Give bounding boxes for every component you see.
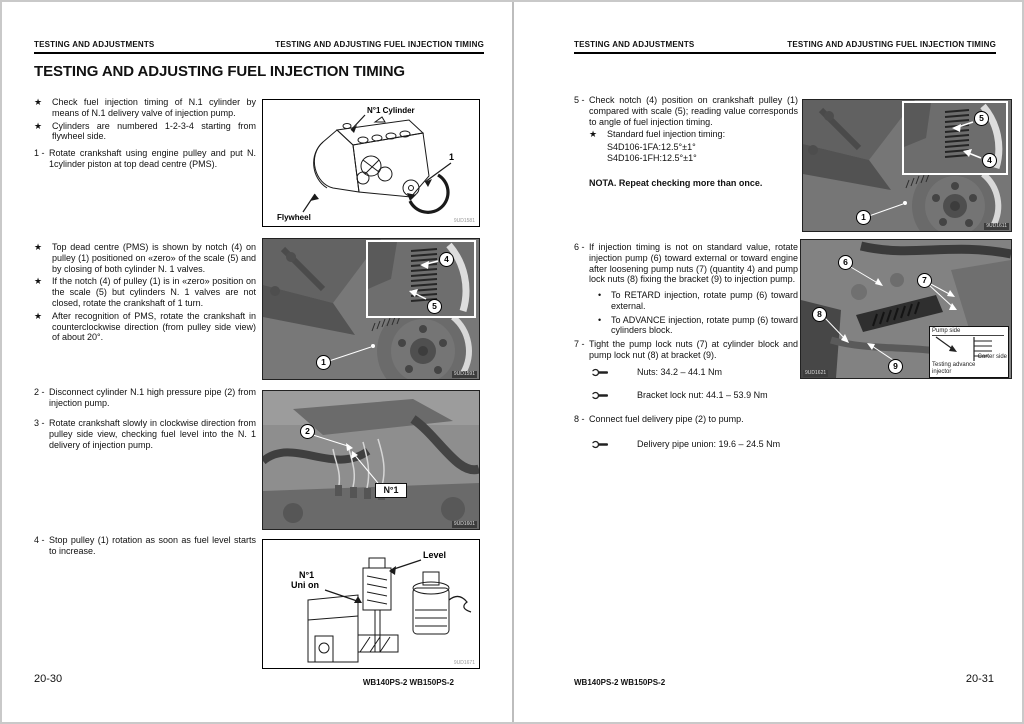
page-number: 20-31 — [965, 673, 994, 685]
torque-row-3 — [574, 439, 798, 450]
star-bullet: ★ — [34, 97, 43, 107]
label-flywheel: Flywheel — [277, 213, 311, 222]
callout-5: 5 — [427, 299, 442, 314]
step-number: 7 - — [574, 339, 585, 349]
step-6 — [574, 242, 798, 285]
star-bullet: ★ — [34, 242, 43, 252]
callout-1-label: 1 — [449, 152, 455, 162]
note-text: Top dead centre (PMS) is shown by notch (4) on pulley (1) positioned on «zero» of the scale (5) and by closing of both cylinder N. 1 valves. — [52, 242, 256, 274]
step-8 — [574, 414, 798, 425]
step-text: Connect fuel delivery pipe (2) to pump. — [589, 414, 744, 424]
inset-diagram — [929, 326, 1009, 378]
label-level: Level — [423, 550, 447, 560]
callout-2: 2 — [300, 424, 315, 439]
carter-side-label: Carter side — [977, 354, 1007, 360]
callout-7: 7 — [917, 273, 932, 288]
model-code: WB140PS-2 WB150PS-2 — [574, 678, 666, 687]
nota-note — [574, 178, 798, 189]
figure-flywheel-photo — [802, 99, 1012, 232]
page-number: 20-30 — [34, 673, 63, 685]
figure-code: 9UD1581 — [453, 218, 475, 224]
step-text: Check notch (4) position on crankshaft pulley (1) compared with scale (5); reading value corresponds to angle of fuel injection timing. — [589, 95, 798, 127]
step-text: If injection timing is not on standard value, rotate injection pump (6) toward external or toward engine after loosening pump nuts (7) (quantity 4) and pump lock nuts (8) fixing the bracket (9) to injection pump. — [589, 242, 798, 285]
dot-bullet: • — [598, 290, 602, 300]
header-rule — [574, 52, 996, 54]
note-item — [589, 129, 798, 140]
note-text: If the notch (4) of pulley (1) is in «zero» position on the scale (5) but cylinders N. 1 valves are not closed, rotate the crankshaft of 1 turn. — [52, 276, 256, 308]
step-number: 8 - — [574, 414, 585, 424]
page-right — [514, 2, 1024, 724]
step-text: Stop pulley (1) rotation as soon as fuel level starts to increase. — [49, 535, 256, 556]
callout-6: 6 — [838, 255, 853, 270]
callout-5: 5 — [974, 111, 989, 126]
testing-line-1: Testing advance — [932, 362, 976, 368]
callout-1: 1 — [316, 355, 331, 370]
header-section: TESTING AND ADJUSTMENTS — [574, 40, 695, 49]
figure-code: 9UD1671 — [453, 660, 475, 666]
step-text: Rotate crankshaft slowly in clockwise direction from pulley side view, checking fuel level into the N. 1 delivery of injection pump. — [49, 418, 256, 450]
star-bullet: ★ — [34, 276, 43, 287]
bullet-item — [598, 315, 798, 337]
step-number: 1 - — [34, 148, 45, 158]
step-5-note — [574, 129, 798, 163]
note-item — [34, 242, 256, 274]
page-divider — [512, 2, 514, 724]
nota-text: NOTA. Repeat checking more than once. — [589, 178, 763, 188]
page-header — [34, 40, 484, 49]
torque-wrench-icon — [591, 368, 609, 377]
torque-row-1 — [574, 367, 798, 378]
step-1 — [34, 148, 256, 170]
note-text: Standard fuel injection timing: — [607, 129, 726, 139]
note-item — [34, 121, 256, 143]
step-2 — [34, 387, 256, 409]
label-union-line2: Uni on — [291, 580, 319, 590]
torque-value: Nuts: 34.2 – 44.1 Nm — [637, 367, 723, 377]
model-code: WB140PS-2 WB150PS-2 — [362, 678, 454, 687]
torque-wrench-icon — [591, 391, 609, 400]
step-5 — [574, 95, 798, 127]
step-number: 6 - — [574, 242, 585, 252]
figure-code: 9UD1611 — [986, 223, 1007, 229]
timing-spec-1: S4D106-1FA:12.5°±1° — [607, 141, 696, 152]
note-item — [34, 97, 256, 119]
step-number: 4 - — [34, 535, 45, 545]
bullet-item — [598, 290, 798, 312]
bullet-text: To RETARD injection, rotate pump (6) toward external. — [611, 290, 798, 311]
star-bullet: ★ — [589, 129, 598, 139]
notes-mid — [34, 242, 256, 345]
testing-advance-label — [932, 362, 975, 376]
callout-4: 4 — [982, 153, 997, 168]
figure-flywheel-photo — [262, 238, 480, 380]
step-4 — [34, 535, 256, 557]
step-number: 5 - — [574, 95, 585, 105]
pump-side-label: Pump side — [932, 328, 1004, 336]
pipes-photo-art — [263, 391, 479, 529]
figure-engine-drawing — [262, 99, 480, 227]
note-text: Check fuel injection timing of N.1 cylinder by means of N.1 delivery valve of injection pump. — [52, 97, 256, 118]
figure-pipes-photo — [262, 390, 480, 530]
step-text: Rotate crankshaft using engine pulley and put N. 1cylinder piston at top dead centre (PMS). — [49, 148, 256, 169]
header-topic: TESTING AND ADJUSTING FUEL INJECTION TIMING — [787, 40, 996, 49]
page-left — [2, 2, 514, 724]
figure-code: 9UD1601 — [453, 521, 475, 527]
step-number: 2 - — [34, 387, 45, 397]
torque-value: Delivery pipe union: 19.6 – 24.5 Nm — [637, 439, 781, 449]
step-6-bullets — [574, 290, 798, 339]
torque-row-2 — [574, 390, 798, 401]
torque-value: Bracket lock nut: 44.1 – 53.9 Nm — [637, 390, 768, 400]
star-bullet: ★ — [34, 120, 43, 131]
header-rule — [34, 52, 484, 54]
note-item — [34, 276, 256, 308]
label-n1: N°1 — [375, 483, 407, 498]
label-n1-cylinder: N°1 Cylinder — [367, 106, 415, 115]
figure-code: 9UD1621 — [805, 370, 827, 376]
step-text: Disconnect cylinder N.1 high pressure pipe (2) from injection pump. — [49, 387, 256, 408]
header-section: TESTING AND ADJUSTMENTS — [34, 40, 155, 49]
step-3 — [34, 418, 256, 450]
step-text: Tight the pump lock nuts (7) at cylinder block and pump lock nut (8) at bracket (9). — [589, 339, 798, 360]
valve-line-art — [263, 540, 479, 668]
callout-4: 4 — [439, 252, 454, 267]
timing-spec-2: S4D106-1FH:12.5°±1° — [607, 152, 697, 163]
figure-injection-pump-photo — [800, 239, 1012, 379]
page-title: TESTING AND ADJUSTING FUEL INJECTION TIMING — [34, 63, 405, 80]
engine-line-art — [263, 100, 479, 226]
step-7 — [574, 339, 798, 361]
callout-8: 8 — [812, 307, 827, 322]
note-text: After recognition of PMS, rotate the crankshaft in counterclockwise direction (from pulley side view) of about 20°. — [52, 310, 256, 343]
figure-delivery-valve-drawing — [262, 539, 480, 669]
bullet-text: To ADVANCE injection, rotate pump (6) toward cylinders block. — [611, 314, 798, 336]
star-bullet: ★ — [34, 310, 43, 321]
note-item — [34, 311, 256, 343]
header-topic: TESTING AND ADJUSTING FUEL INJECTION TIMING — [275, 40, 484, 49]
callout-1: 1 — [856, 210, 871, 225]
figure-code: 9UD1591 — [453, 371, 475, 377]
testing-line-2: injector — [932, 369, 952, 375]
page-header — [574, 40, 996, 49]
step-number: 3 - — [34, 418, 45, 428]
label-union-line1: N°1 — [299, 570, 315, 580]
note-text: Cylinders are numbered 1-2-3-4 starting from flywheel side. — [52, 120, 256, 142]
torque-wrench-icon — [591, 440, 609, 449]
notes-top — [34, 97, 256, 144]
callout-9: 9 — [888, 359, 903, 374]
dot-bullet: • — [598, 314, 602, 325]
